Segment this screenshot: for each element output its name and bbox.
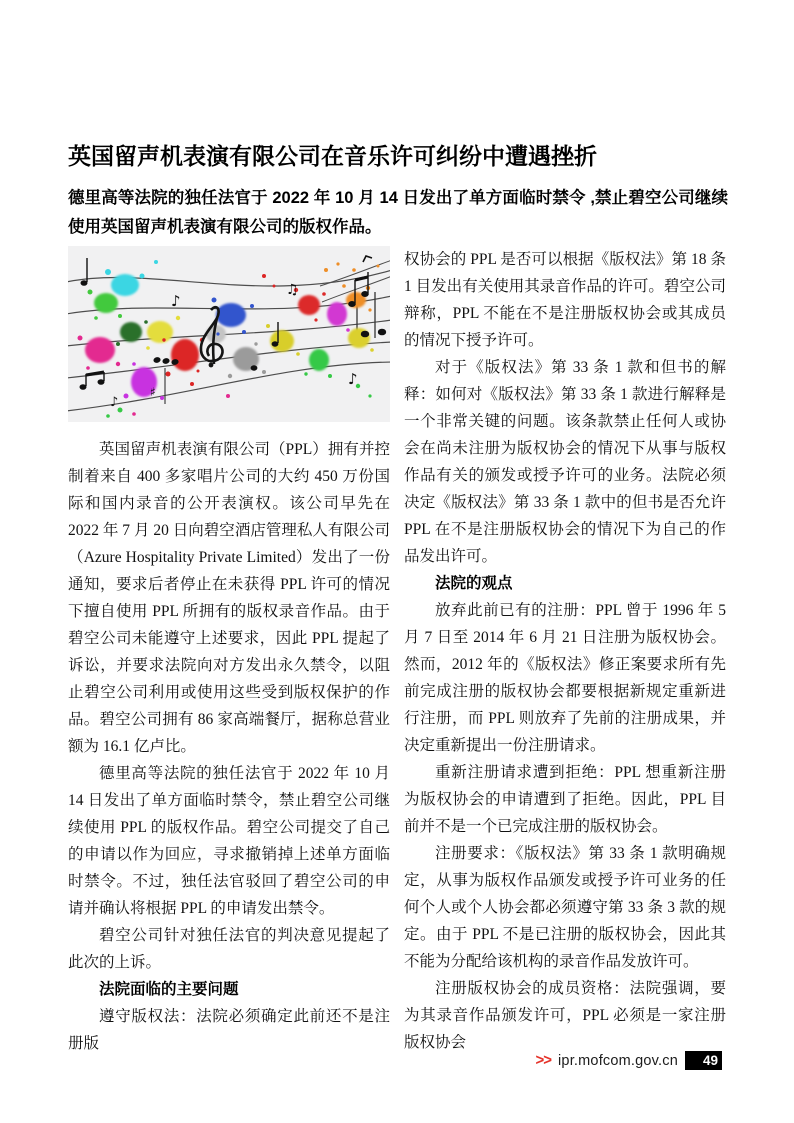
body-paragraph: 放弃此前已有的注册：PPL 曾于 1996 年 5 月 7 日至 2014 年 6 月 21 日注册为版权协会。然而，2012 年的《版权法》修正案要求所有先前完成注册的版权协会都要根据新规定重新进行注册，而 PPL 则放弃了先前的注册成果，并决定重新提出一份注册请求。 bbox=[404, 602, 726, 754]
body-paragraph: 注册版权协会的成员资格：法院强调，要为其录音作品颁发许可，PPL 必须是一家注册版权协会 bbox=[404, 980, 726, 1051]
chevron-right-icon: >> bbox=[535, 1051, 552, 1070]
page-footer bbox=[535, 1051, 722, 1070]
right-column bbox=[404, 246, 726, 1057]
article-title: 英国留声机表演有限公司在音乐许可纠纷中遭遇挫折 bbox=[68, 143, 597, 169]
article-image bbox=[68, 246, 390, 422]
body-paragraph: 注册要求：《版权法》第 33 条 1 款明确规定，从事为版权作品颁发或授予许可业务的任何个人或个人协会都必须遵守第 33 条 3 款的规定。由于 PPL 不是已注册的版权协会，因此其不能为分配给该机构的录音作品发放许可。 bbox=[404, 845, 726, 970]
right-column-flow bbox=[404, 246, 726, 1056]
beamed-notes-icon: ♫ bbox=[286, 282, 299, 298]
page-number-badge: 49 bbox=[685, 1051, 722, 1070]
left-column-flow bbox=[68, 436, 390, 1057]
body-paragraph: 英国留声机表演有限公司（PPL）拥有并控制着来自 400 多家唱片公司的大约 450 万份国际和国内录音的公开表演权。该公司早先在 2022 年 7 月 20 日向碧空酒店管理私人有限公司（Azure Hospitality Private Limited）发出了一份通知，要求后者停止在未获得 PPL 许可的情况下擅自使用 PPL 所拥有的版权录音作品。由于碧空公司未能遵守上述要求，因此 PPL 提起了诉讼，并要求法院向对方发出永久禁令，以阻止碧空公司利用或使用这些受到版权保护的作品。碧空公司拥有 86 家高端餐厅，据称总营业额为 16.1 亿卢比。 bbox=[68, 441, 390, 755]
footer-url: ipr.mofcom.gov.cn bbox=[558, 1052, 678, 1069]
body-paragraph: 碧空公司针对独任法官的判决意见提起了此次的上诉。 bbox=[68, 927, 390, 971]
left-column bbox=[68, 246, 390, 1057]
eighth-note-icon: ♪ bbox=[171, 292, 181, 310]
body-paragraph: 重新注册请求遭到拒绝：PPL 想重新注册为版权协会的申请遭到了拒绝。因此，PPL 目前并不是一个已完成注册的版权协会。 bbox=[404, 764, 726, 835]
article-lede: 德里高等法院的独任法官于 2022 年 10 月 14 日发出了单方面临时禁令 ,禁止碧空公司继续使用英国留声机表演有限公司的版权作品。 bbox=[68, 189, 728, 236]
section-heading: 法院面临的主要问题 bbox=[99, 981, 239, 998]
eighth-note-icon: ♪ bbox=[110, 395, 119, 410]
body-paragraph: 对于《版权法》第 33 条 1 款和但书的解释：如何对《版权法》第 33 条 1 款进行解释是一个非常关键的问题。该条款禁止任何人或协会在尚未注册为版权协会的情况下从事与版权作品有关的颁发或授予许可的业务。法院必须决定《版权法》第 33 条 1 款中的但书是否允许 PPL 在不是注册版权协会的情况下为自己的作品发出许可。 bbox=[404, 359, 726, 565]
body-paragraph: 遵守版权法：法院必须确定此前还不是注册版 bbox=[68, 1008, 390, 1052]
body-paragraph: 权协会的 PPL 是否可以根据《版权法》第 18 条 1 目发出有关使用其录音作品的许可。碧空公司辩称，PPL 不能在不是注册版权协会或其成员的情况下授予许可。 bbox=[404, 251, 726, 349]
body-paragraph: 德里高等法院的独任法官于 2022 年 10 月 14 日发出了单方面临时禁令，禁止碧空公司继续使用 PPL 的版权作品。碧空公司提交了自己的申请以作为回应，寻求撤销掉上述单方面临时禁令。不过，独任法官驳回了碧空公司的申请并确认将根据 PPL 的申请发出禁令。 bbox=[68, 765, 390, 917]
sharp-icon: ♯ bbox=[150, 385, 156, 399]
section-heading: 法院的观点 bbox=[435, 575, 513, 592]
article-body bbox=[68, 246, 726, 1057]
eighth-note-icon: ♪ bbox=[348, 370, 358, 388]
